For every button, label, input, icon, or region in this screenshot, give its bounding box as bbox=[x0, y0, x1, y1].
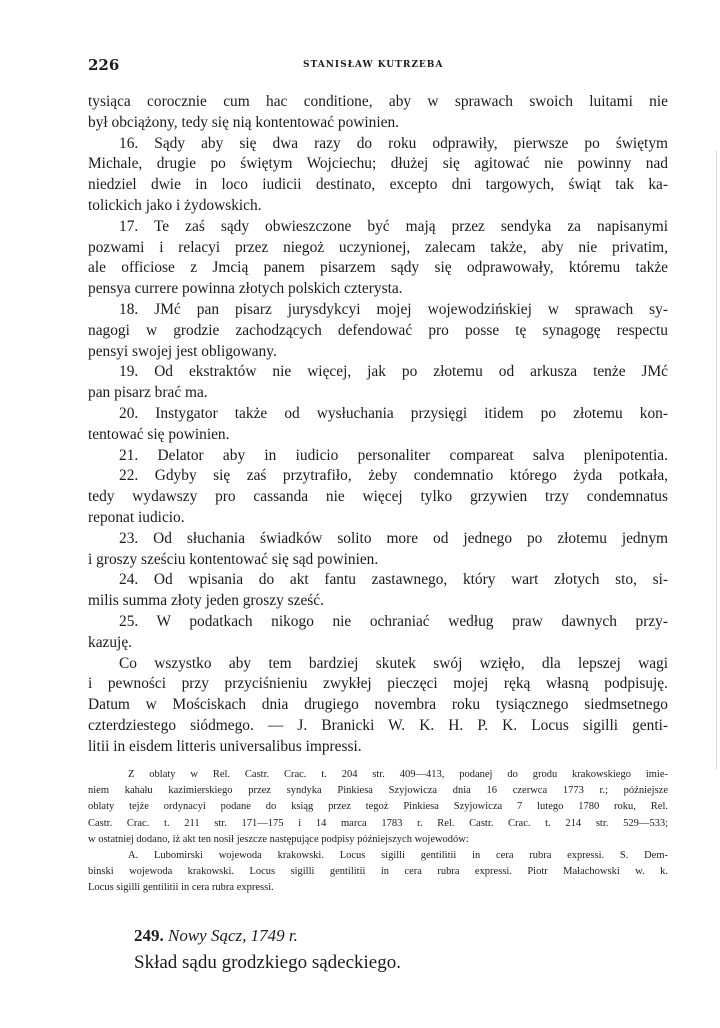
note-line: Castr. Crac. t. 211 str. 171—175 i 14 marca 1783 r. Rel. Castr. Crac. t. 214 str. 529—533; bbox=[88, 817, 668, 829]
note-line: binski wojewoda krakowski. Locus sigilli gentilitii in cera rubra expressi. Piotr Małachowski w. k. bbox=[88, 866, 668, 878]
entry-place-date: Nowy Sącz, 1749 r. bbox=[168, 926, 298, 945]
running-header bbox=[88, 56, 666, 76]
text-line: nagogi w grodzie zachodzących defendować pro posse tę synagogę respectu bbox=[88, 321, 668, 339]
text-line: milis summa złoty jeden groszy sześć. bbox=[88, 592, 324, 610]
text-line: tysiąca corocznie cum hac conditione, aby w sprawach swoich luitami nie bbox=[88, 93, 668, 110]
text-line: pensyi swojej jest obligowany. bbox=[88, 342, 277, 360]
text-line: tedy wydawszy pro cassanda nie więcej tylko grzywien trzy condemnatus bbox=[88, 488, 668, 506]
text-line: 18. JMć pan pisarz jurysdykcyi mojej wojewodzińskiej w sprawach sy- bbox=[119, 300, 668, 318]
text-line: tentować się powinien. bbox=[88, 425, 230, 443]
entry-number: 249. bbox=[134, 926, 164, 945]
text-line: 23. Od słuchania świadków solito more od jednego po złotemu jednym bbox=[119, 529, 668, 547]
text-line: ale officiose z Jmcią panem pisarzem sądy się odprawowały, któremu także bbox=[88, 259, 668, 277]
note-line: niem kahału kazimierskiego przez syndyka Pinkiesa Szyjowicza dnia 16 czerwca 1773 r.; późniejsze bbox=[88, 785, 668, 797]
text-line: 16. Sądy aby się dwa razy do roku odprawiły, pierwsze po świętym bbox=[119, 134, 668, 152]
text-line: 24. Od wpisania do akt fantu zastawnego, który wart złotych sto, si- bbox=[119, 571, 668, 589]
text-line: tolickich jako i żydowskich. bbox=[88, 196, 262, 214]
text-line: Michale, drugie po świętym Wojciechu; dłużej się agitować nie powinny nad bbox=[88, 155, 668, 173]
text-line: 21. Delator aby in iudicio personaliter compareat salva plenipotentia. bbox=[119, 446, 668, 464]
text-line: 25. W podatkach nikogo nie ochraniać według praw dawnych przy- bbox=[119, 612, 668, 630]
text-line: i groszy sześciu kontentować się sąd powinien. bbox=[88, 550, 379, 568]
text-line: Co wszystko aby tem bardziej skutek swój wzięło, dla lepszej wagi bbox=[119, 654, 668, 672]
text-line: niedziel dwie in loco iudicii destinato, excepto dni targowych, świąt tak ka- bbox=[88, 176, 668, 194]
text-line: 19. Od ekstraktów nie więcej, jak po złotemu od arkusza tenże JMć bbox=[119, 363, 668, 381]
page-number: 226 bbox=[88, 56, 120, 74]
text-line: i pewności przy przyciśnieniu zwykłej pieczęci mojej ręką własną podpisuję. bbox=[88, 675, 668, 693]
note-line: w ostatniej dodano, iż akt ten nosił jeszcze następujące podpisy późniejszych wojewodów: bbox=[88, 833, 469, 845]
main-text bbox=[88, 92, 668, 758]
note-line: Locus sigilli gentilitii in cera rubra expressi. bbox=[88, 882, 274, 894]
text-line: pozwami i relacyi przez niegoż uczynionej, zalecam także, aby nie privatim, bbox=[88, 238, 668, 256]
page-edge-line bbox=[716, 150, 717, 770]
text-line: pan pisarz brać ma. bbox=[88, 384, 208, 402]
text-line: czterdziestego siódmego. — J. Branicki W. K. H. P. K. Locus sigilli genti- bbox=[88, 716, 668, 734]
note-line: Z oblaty w Rel. Castr. Crac. t. 204 str. 409—413, podanej do grodu krakowskiego imie- bbox=[128, 769, 668, 780]
text-line: reponat iudicio. bbox=[88, 508, 185, 526]
entry-heading bbox=[134, 926, 298, 946]
note-line: oblaty tejże ordynacyi podane do ksiąg przez tegoż Pinkiesa Szyjowicza 7 lutego 1780 roku, Rel. bbox=[88, 801, 668, 813]
source-notes bbox=[88, 767, 668, 897]
text-line: litii in eisdem litteris universalibus impressi. bbox=[88, 737, 362, 755]
text-line: pensya currere powinna złotych polskich czterysta. bbox=[88, 280, 403, 298]
text-line: był obciążony, tedy się nią kontentować powinien. bbox=[88, 113, 400, 131]
entry-title: Skład sądu grodzkiego sądeckiego. bbox=[134, 952, 401, 973]
text-line: 22. Gdyby się zaś przytrafiło, żeby condemnatio którego żyda potkała, bbox=[119, 467, 668, 485]
text-line: Datum w Mościskach dnia drugiego novembra roku tysiącznego siedmsetnego bbox=[88, 696, 668, 714]
text-line: 20. Instygator także od wysłuchania przysięgi itidem po złotemu kon- bbox=[119, 404, 668, 422]
note-line: A. Lubomirski wojewoda krakowski. Locus sigilli gentilitii in cera rubra expressi. S. Dem- bbox=[128, 849, 668, 861]
running-title: STANISŁAW KUTRZEBA bbox=[303, 60, 444, 70]
text-line: 17. Te zaś sądy obwieszczone być mają przez sendyka za napisanymi bbox=[119, 217, 668, 235]
text-line: kazuję. bbox=[88, 633, 133, 651]
